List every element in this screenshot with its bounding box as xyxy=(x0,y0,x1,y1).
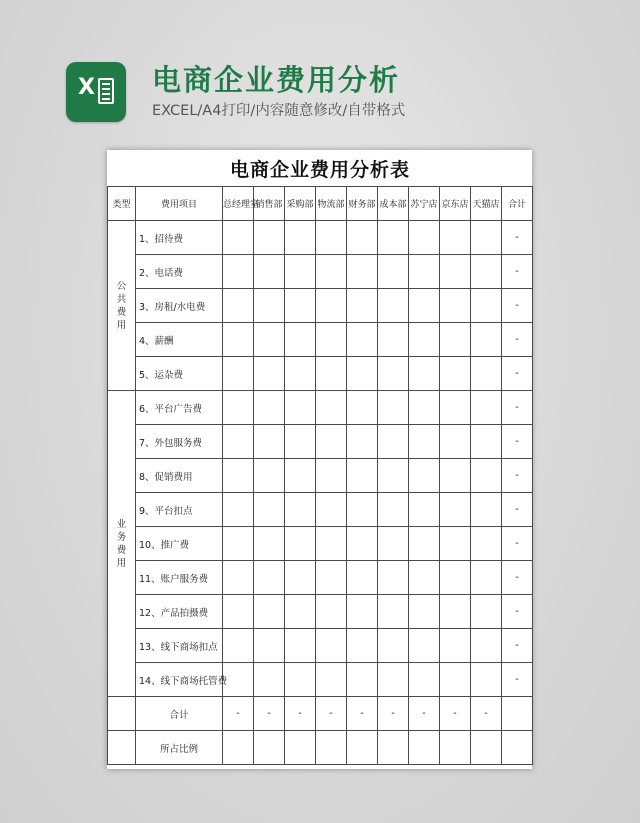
ratio-cell[interactable] xyxy=(378,731,409,765)
row-total-cell: - xyxy=(502,255,533,289)
data-cell[interactable] xyxy=(223,493,254,527)
data-cell[interactable] xyxy=(378,663,409,697)
data-cell[interactable] xyxy=(316,527,347,561)
data-cell[interactable] xyxy=(347,527,378,561)
page-title: 电商企业费用分析 xyxy=(152,63,401,97)
data-cell[interactable] xyxy=(223,595,254,629)
data-cell[interactable] xyxy=(254,221,285,255)
data-cell[interactable] xyxy=(285,425,316,459)
data-cell[interactable] xyxy=(440,561,471,595)
expense-item-label: 2、电话费 xyxy=(136,255,223,289)
data-cell[interactable] xyxy=(347,289,378,323)
data-cell[interactable] xyxy=(471,255,502,289)
ratio-row-label: 所占比例 xyxy=(136,731,223,765)
data-cell[interactable] xyxy=(223,527,254,561)
data-cell[interactable] xyxy=(316,391,347,425)
ratio-cell[interactable] xyxy=(471,731,502,765)
data-cell[interactable] xyxy=(254,459,285,493)
table-row xyxy=(108,663,533,697)
ratio-cell[interactable] xyxy=(254,731,285,765)
sum-cell: - xyxy=(254,697,285,731)
data-cell[interactable] xyxy=(254,493,285,527)
data-cell[interactable] xyxy=(378,595,409,629)
data-cell[interactable] xyxy=(378,561,409,595)
data-cell[interactable] xyxy=(378,221,409,255)
data-cell[interactable] xyxy=(378,255,409,289)
sum-cell: - xyxy=(347,697,378,731)
table-row xyxy=(108,289,533,323)
expense-item-label: 13、线下商场扣点 xyxy=(136,629,223,663)
expense-item-label: 6、平台广告费 xyxy=(136,391,223,425)
data-cell[interactable] xyxy=(409,289,440,323)
expense-item-label: 4、薪酬 xyxy=(136,323,223,357)
data-cell[interactable] xyxy=(440,289,471,323)
excel-logo xyxy=(66,62,126,122)
row-total-cell: - xyxy=(502,391,533,425)
table-row xyxy=(108,425,533,459)
table-row xyxy=(108,595,533,629)
table-row xyxy=(108,255,533,289)
data-cell[interactable] xyxy=(316,629,347,663)
expense-type-cell xyxy=(108,391,136,697)
data-cell[interactable] xyxy=(254,629,285,663)
row-total-cell: - xyxy=(502,357,533,391)
data-cell[interactable] xyxy=(254,595,285,629)
expense-type-cell xyxy=(108,221,136,391)
type-label-char: 务 xyxy=(116,531,127,543)
ratio-cell[interactable] xyxy=(316,731,347,765)
row-total-cell: - xyxy=(502,323,533,357)
data-cell[interactable] xyxy=(378,493,409,527)
data-cell[interactable] xyxy=(440,527,471,561)
data-cell[interactable] xyxy=(471,629,502,663)
data-cell[interactable] xyxy=(471,595,502,629)
data-cell[interactable] xyxy=(254,561,285,595)
table-row xyxy=(108,391,533,425)
data-cell[interactable] xyxy=(409,221,440,255)
data-cell[interactable] xyxy=(285,289,316,323)
data-cell[interactable] xyxy=(378,391,409,425)
data-cell[interactable] xyxy=(285,527,316,561)
data-cell[interactable] xyxy=(440,323,471,357)
data-cell[interactable] xyxy=(440,595,471,629)
data-cell[interactable] xyxy=(254,289,285,323)
row-total-cell: - xyxy=(502,561,533,595)
data-cell[interactable] xyxy=(409,629,440,663)
data-cell[interactable] xyxy=(285,255,316,289)
data-cell[interactable] xyxy=(316,221,347,255)
data-cell[interactable] xyxy=(409,561,440,595)
excel-icon xyxy=(98,78,114,104)
data-cell[interactable] xyxy=(471,323,502,357)
table-row xyxy=(108,323,533,357)
data-cell[interactable] xyxy=(254,323,285,357)
data-cell[interactable] xyxy=(440,425,471,459)
data-cell[interactable] xyxy=(254,255,285,289)
data-cell[interactable] xyxy=(254,663,285,697)
table-row xyxy=(108,629,533,663)
data-cell[interactable] xyxy=(254,357,285,391)
data-cell[interactable] xyxy=(471,527,502,561)
data-cell[interactable] xyxy=(223,323,254,357)
data-cell[interactable] xyxy=(223,561,254,595)
data-cell[interactable] xyxy=(440,459,471,493)
data-cell[interactable] xyxy=(347,221,378,255)
expense-item-label: 1、招待费 xyxy=(136,221,223,255)
data-cell[interactable] xyxy=(316,425,347,459)
data-cell[interactable] xyxy=(440,663,471,697)
expense-item-label: 14、线下商场托管费 xyxy=(136,663,223,697)
data-cell[interactable] xyxy=(440,221,471,255)
data-cell[interactable] xyxy=(440,391,471,425)
data-cell[interactable] xyxy=(223,255,254,289)
sum-cell: - xyxy=(440,697,471,731)
data-cell[interactable] xyxy=(223,289,254,323)
row-total-cell: - xyxy=(502,527,533,561)
data-cell[interactable] xyxy=(440,357,471,391)
data-cell[interactable] xyxy=(285,357,316,391)
ratio-cell[interactable] xyxy=(440,731,471,765)
sum-cell: - xyxy=(409,697,440,731)
column-header: 京东店 xyxy=(440,187,471,221)
expense-item-label: 7、外包服务费 xyxy=(136,425,223,459)
page-subtitle: EXCEL/A4打印/内容随意修改/自带格式 xyxy=(152,103,406,119)
data-cell[interactable] xyxy=(440,493,471,527)
type-label-char: 用 xyxy=(116,557,127,569)
row-total-cell: - xyxy=(502,221,533,255)
data-cell[interactable] xyxy=(254,425,285,459)
expense-item-label: 3、房租/水电费 xyxy=(136,289,223,323)
type-label-char: 业 xyxy=(116,518,127,530)
row-total-cell: - xyxy=(502,493,533,527)
sum-cell: - xyxy=(316,697,347,731)
sum-row-blank xyxy=(108,697,136,731)
row-total-cell: - xyxy=(502,425,533,459)
data-cell[interactable] xyxy=(409,255,440,289)
data-cell[interactable] xyxy=(378,289,409,323)
type-label-char: 用 xyxy=(116,319,127,331)
table-row xyxy=(108,527,533,561)
column-header: 采购部 xyxy=(285,187,316,221)
data-cell[interactable] xyxy=(285,663,316,697)
ratio-row-blank xyxy=(108,731,136,765)
data-cell[interactable] xyxy=(316,459,347,493)
data-cell[interactable] xyxy=(409,663,440,697)
data-cell[interactable] xyxy=(378,629,409,663)
column-header: 总经理室 xyxy=(223,187,254,221)
table-row xyxy=(108,459,533,493)
data-cell[interactable] xyxy=(471,561,502,595)
data-cell[interactable] xyxy=(471,289,502,323)
data-cell[interactable] xyxy=(409,527,440,561)
column-header: 成本部 xyxy=(378,187,409,221)
data-cell[interactable] xyxy=(409,357,440,391)
table-row xyxy=(108,561,533,595)
type-label-char: 公 xyxy=(116,280,127,292)
data-cell[interactable] xyxy=(409,493,440,527)
data-cell[interactable] xyxy=(285,221,316,255)
data-cell[interactable] xyxy=(316,561,347,595)
data-cell[interactable] xyxy=(285,561,316,595)
table-row xyxy=(108,221,533,255)
data-cell[interactable] xyxy=(316,663,347,697)
data-cell[interactable] xyxy=(378,425,409,459)
data-cell[interactable] xyxy=(316,289,347,323)
excel-icon-letter: X xyxy=(78,75,95,100)
data-cell[interactable] xyxy=(347,629,378,663)
data-cell[interactable] xyxy=(409,391,440,425)
data-cell[interactable] xyxy=(223,629,254,663)
column-header: 费用项目 xyxy=(136,187,223,221)
expense-item-label: 5、运杂费 xyxy=(136,357,223,391)
column-header: 物流部 xyxy=(316,187,347,221)
data-cell[interactable] xyxy=(409,425,440,459)
data-cell[interactable] xyxy=(316,323,347,357)
table-row xyxy=(108,357,533,391)
data-cell[interactable] xyxy=(223,221,254,255)
column-header: 天猫店 xyxy=(471,187,502,221)
data-cell[interactable] xyxy=(316,357,347,391)
data-cell[interactable] xyxy=(254,527,285,561)
data-cell[interactable] xyxy=(378,527,409,561)
column-header: 销售部 xyxy=(254,187,285,221)
data-cell[interactable] xyxy=(347,425,378,459)
type-label-char: 费 xyxy=(116,544,127,556)
data-cell[interactable] xyxy=(347,663,378,697)
spreadsheet-preview xyxy=(107,150,532,769)
data-cell[interactable] xyxy=(285,595,316,629)
row-total-cell: - xyxy=(502,289,533,323)
sum-cell: - xyxy=(471,697,502,731)
data-cell[interactable] xyxy=(471,493,502,527)
sum-total-cell[interactable] xyxy=(502,697,533,731)
data-cell[interactable] xyxy=(347,391,378,425)
row-total-cell: - xyxy=(502,629,533,663)
data-cell[interactable] xyxy=(285,391,316,425)
type-label-char: 费 xyxy=(116,306,127,318)
data-cell[interactable] xyxy=(223,663,254,697)
data-cell[interactable] xyxy=(471,459,502,493)
data-cell[interactable] xyxy=(347,561,378,595)
ratio-cell[interactable] xyxy=(409,731,440,765)
data-cell[interactable] xyxy=(471,425,502,459)
expense-item-label: 11、账户服务费 xyxy=(136,561,223,595)
type-label-char: 共 xyxy=(116,293,127,305)
table-row xyxy=(108,493,533,527)
column-header: 财务部 xyxy=(347,187,378,221)
data-cell[interactable] xyxy=(223,357,254,391)
data-cell[interactable] xyxy=(347,459,378,493)
ratio-cell[interactable] xyxy=(285,731,316,765)
data-cell[interactable] xyxy=(347,595,378,629)
data-cell[interactable] xyxy=(347,357,378,391)
data-cell[interactable] xyxy=(440,255,471,289)
column-header: 合计 xyxy=(502,187,533,221)
expense-item-label: 10、推广费 xyxy=(136,527,223,561)
expense-item-label: 9、平台扣点 xyxy=(136,493,223,527)
data-cell[interactable] xyxy=(285,323,316,357)
ratio-cell[interactable] xyxy=(223,731,254,765)
data-cell[interactable] xyxy=(223,459,254,493)
ratio-cell[interactable] xyxy=(502,731,533,765)
expense-item-label: 8、促销费用 xyxy=(136,459,223,493)
data-cell[interactable] xyxy=(347,323,378,357)
data-cell[interactable] xyxy=(409,323,440,357)
data-cell[interactable] xyxy=(316,255,347,289)
data-cell[interactable] xyxy=(409,459,440,493)
data-cell[interactable] xyxy=(471,391,502,425)
data-cell[interactable] xyxy=(316,493,347,527)
data-cell[interactable] xyxy=(378,357,409,391)
data-cell[interactable] xyxy=(347,255,378,289)
sum-cell: - xyxy=(285,697,316,731)
data-cell[interactable] xyxy=(316,595,347,629)
data-cell[interactable] xyxy=(471,357,502,391)
data-cell[interactable] xyxy=(285,459,316,493)
sum-row-label: 合计 xyxy=(136,697,223,731)
ratio-cell[interactable] xyxy=(347,731,378,765)
data-cell[interactable] xyxy=(285,493,316,527)
data-cell[interactable] xyxy=(223,391,254,425)
row-total-cell: - xyxy=(502,595,533,629)
data-cell[interactable] xyxy=(409,595,440,629)
data-cell[interactable] xyxy=(285,629,316,663)
data-cell[interactable] xyxy=(254,391,285,425)
data-cell[interactable] xyxy=(471,221,502,255)
data-cell[interactable] xyxy=(471,663,502,697)
row-total-cell: - xyxy=(502,663,533,697)
column-header: 苏宁店 xyxy=(409,187,440,221)
row-total-cell: - xyxy=(502,459,533,493)
data-cell[interactable] xyxy=(347,493,378,527)
sheet-title: 电商企业费用分析表 xyxy=(108,150,533,187)
data-cell[interactable] xyxy=(378,459,409,493)
data-cell[interactable] xyxy=(440,629,471,663)
expense-item-label: 12、产品拍摄费 xyxy=(136,595,223,629)
sum-cell: - xyxy=(378,697,409,731)
data-cell[interactable] xyxy=(223,425,254,459)
column-header: 类型 xyxy=(108,187,136,221)
sum-cell: - xyxy=(223,697,254,731)
expense-table xyxy=(107,150,533,765)
data-cell[interactable] xyxy=(378,323,409,357)
